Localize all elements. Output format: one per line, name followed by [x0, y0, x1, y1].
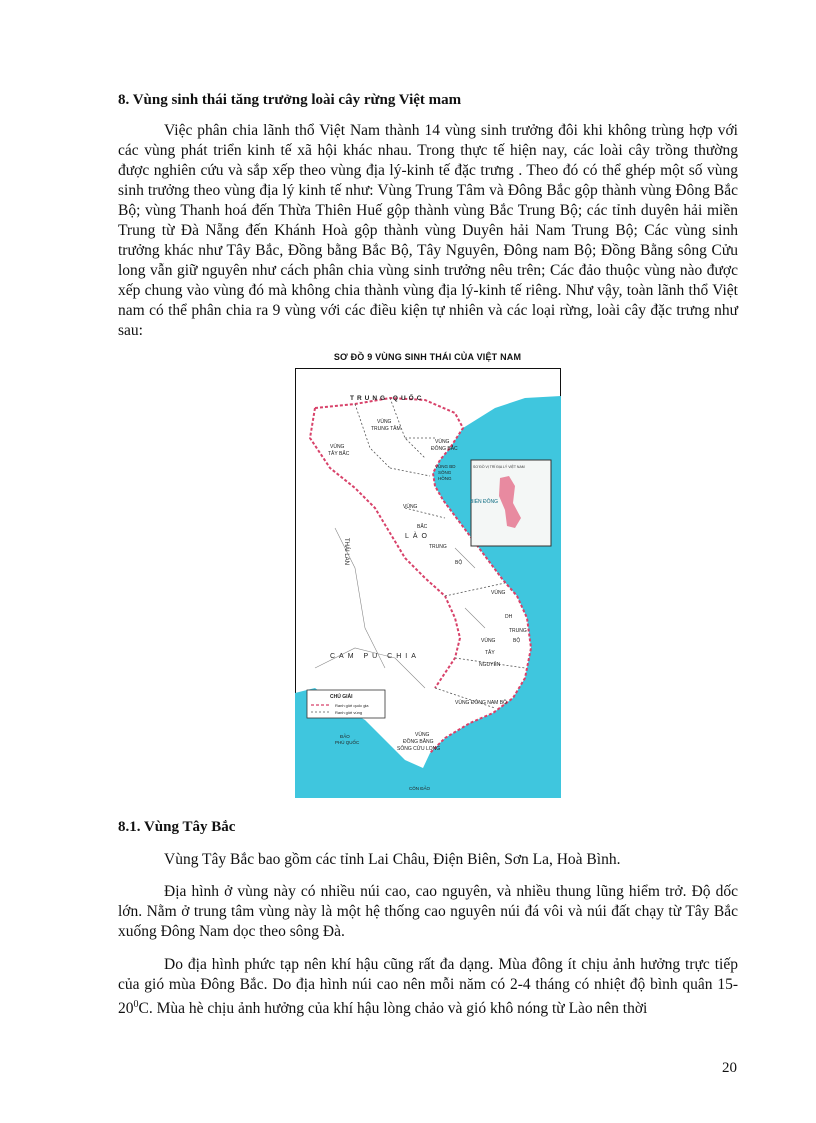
label-north-central-3: TRUNG	[429, 544, 447, 550]
subsection-paragraph-1: Vùng Tây Bắc bao gồm các tỉnh Lai Châu, Điện Biên, Sơn La, Hoà Bình.	[164, 851, 621, 868]
section-heading: 8. Vùng sinh thái tăng trưởng loài cây rừng Việt mam	[118, 92, 462, 108]
label-north-central-1: VÙNG	[403, 504, 418, 510]
label-north-central-2: BẮC	[417, 524, 428, 530]
label-central-highlands-1: VÙNG	[481, 638, 496, 644]
label-central-highlands-2: TÂY	[485, 650, 495, 656]
legend-title: CHÚ GIẢI	[330, 694, 353, 700]
map-title: SƠ ĐỒ 9 VÙNG SINH THÁI CỦA VIỆT NAM	[333, 352, 522, 362]
label-north-central-4: BỘ	[455, 560, 463, 566]
subsection-heading: 8.1. Vùng Tây Bắc	[118, 819, 236, 835]
subsection-paragraph-2: Địa hình ở vùng này có nhiều núi cao, cao nguyên, và nhiều thung lũng hiểm trở. Độ dốc lớn. Nằm ở trung tâm vùng này là một hệ thống cao nguyên núi đá vôi và núi đất chạy từ Tây Bắc xuống Đông Nam dọc theo sông Đà.	[118, 883, 738, 940]
label-south-central-1: VÙNG	[491, 590, 506, 596]
inset-map-title: SƠ ĐỒ VỊ TRÍ ĐỊA LÝ VIỆT NAM	[473, 465, 525, 469]
label-southeast: VÙNG ĐÔNG NAM BỘ	[455, 700, 507, 706]
label-northeast-2: ĐÔNG BẮC	[431, 446, 458, 452]
label-east-sea: BIỂN ĐÔNG	[470, 499, 499, 505]
subsection-paragraph-3	[118, 955, 738, 1019]
label-red-river-2: SÔNG	[438, 470, 452, 475]
label-south-central-2: DH	[505, 614, 513, 620]
legend-regional-border: Ranh giới vùng	[335, 710, 363, 715]
label-cambodia: CAM PU CHIA	[330, 653, 420, 660]
ecological-regions-map-figure	[290, 352, 565, 802]
label-mekong-1: VÙNG	[415, 732, 430, 738]
label-red-river-3: HỒNG	[438, 476, 452, 481]
label-south-central-4: BỘ	[513, 638, 521, 644]
label-mekong-2: ĐỒNG BẰNG	[403, 739, 434, 745]
paragraph-3-text-cont: C. Mùa hè chịu ảnh hưởng của khí hậu lòng chảo và gió khô nóng từ Lào nên thời	[138, 1000, 648, 1018]
degree-superscript: 0	[133, 999, 139, 1010]
label-central-1: VÙNG	[377, 419, 392, 425]
label-northeast-1: VÙNG	[435, 439, 450, 445]
label-red-river-1: VÙNG BD	[435, 464, 456, 469]
label-south-central-3: TRUNG	[509, 628, 527, 634]
label-northwest-1: VÙNG	[330, 444, 345, 450]
label-central-2: TRUNG TÂM	[371, 426, 401, 432]
label-phu-quoc-2: PHÚ QUỐC	[335, 740, 360, 745]
paragraph-3-text: Do địa hình phức tạp nên khí hậu cũng rất đa dạng. Mùa đông ít chịu ảnh hưởng trực tiếp của gió mùa Đông Bắc. Do địa hình núi cao nên mỗi năm có 2-4 tháng có nhiệt độ bình quân 15-20	[118, 956, 738, 1018]
page-number: 20	[722, 1060, 737, 1076]
label-china: TRUNG QUỐC	[350, 395, 425, 402]
label-central-highlands-3: NGUYÊN	[479, 662, 501, 668]
map-graphic	[295, 368, 561, 798]
label-laos: LÀO	[405, 533, 432, 540]
legend-national-border: Ranh giới quốc gia	[335, 703, 369, 708]
label-thailand: THÁI LAN	[343, 538, 349, 566]
section-intro-paragraph: Việc phân chia lãnh thổ Việt Nam thành 14 vùng sinh trưởng đôi khi không trùng hợp với các vùng phát triển kinh tế xã hội khác nhau. Trong thực tế hiện nay, các loài cây trồng thường được nghiên cứu và sắp xếp theo vùng địa lý-kinh tế đặc trưng . Theo đó có thể ghép một số vùng sinh trưởng theo vùng địa lý kinh tế như: Vùng Trung Tâm và Đông Bắc gộp thành vùng Đông Bắc Bộ; vùng Thanh hoá đến Thừa Thiên Huế gộp thành vùng Bắc Trung Bộ; các tỉnh duyên hải miền Trung từ Đà Nẵng đến Khánh Hoà gộp thành vùng Duyên hải Nam Trung Bộ; Các vùng sinh trưởng khác như Tây Bắc, Đồng bằng Bắc Bộ, Tây Nguyên, Đông nam Bộ; Đồng Bằng sông Cửu long vẫn giữ nguyên như cách phân chia vùng sinh trưởng nêu trên; Các đảo thuộc vùng nào được xếp chung vào vùng đó mà không chia thành vùng địa lý-kinh tế riêng. Như vậy, toàn lãnh thổ Việt nam có thể phân chia ra 9 vùng với các điều kiện tự nhiên và các loại rừng, loài cây đặc trưng như sau:	[118, 122, 738, 339]
label-mekong-3: SÔNG CỬU LONG	[397, 746, 441, 752]
label-northwest-2: TÂY BẮC	[328, 451, 350, 457]
label-phu-quoc-1: ĐẢO	[340, 734, 350, 739]
label-con-dao: CÔN ĐẢO	[409, 786, 431, 791]
